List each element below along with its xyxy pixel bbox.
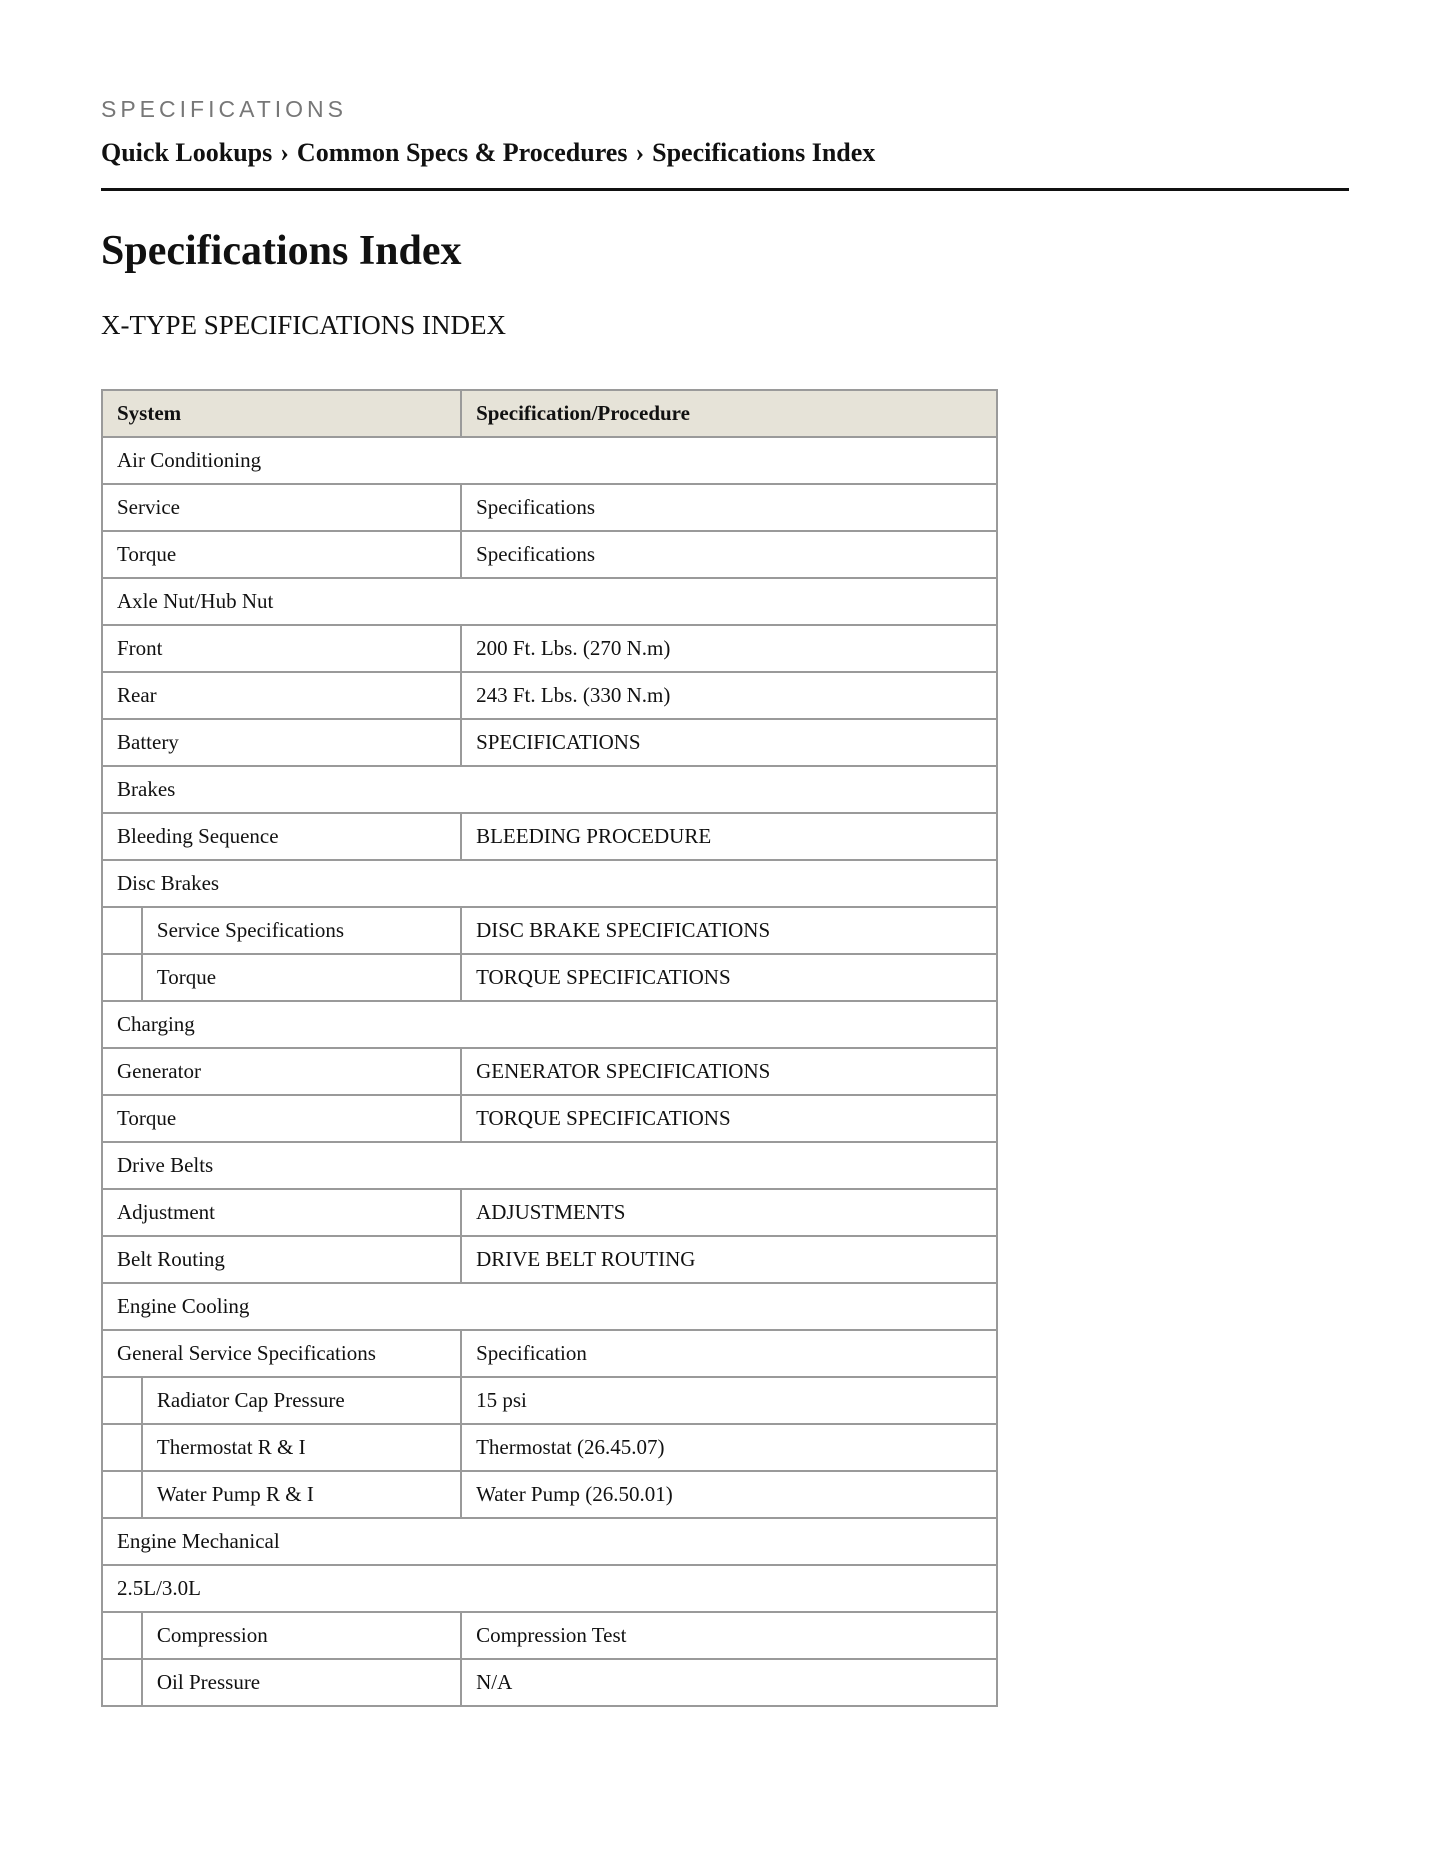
row-value-link[interactable]: Water Pump (26.50.01) [461,1471,997,1518]
table-subsection-row [102,1565,997,1612]
row-value-link[interactable]: ADJUSTMENTS [461,1189,997,1236]
row-value: N/A [461,1659,997,1706]
section-label: Brakes [102,766,997,813]
row-label: General Service Specifications [102,1330,461,1377]
table-row [102,1659,997,1706]
row-label: Belt Routing [102,1236,461,1283]
row-label: Compression [142,1612,461,1659]
subsection-label: Disc Brakes [102,860,997,907]
table-row [102,531,997,578]
column-header-specification: Specification/Procedure [461,390,997,437]
table-section-row [102,1001,997,1048]
row-label: Torque [102,1095,461,1142]
subsection-label: 2.5L/3.0L [102,1565,997,1612]
table-section-row [102,1283,997,1330]
table-row [102,1189,997,1236]
breadcrumb [101,138,875,168]
section-label: Engine Mechanical [102,1518,997,1565]
row-value-link[interactable]: Compression Test [461,1612,997,1659]
row-value-link[interactable]: TORQUE SPECIFICATIONS [461,954,997,1001]
row-value: 243 Ft. Lbs. (330 N.m) [461,672,997,719]
row-value-link[interactable]: Specification [461,1330,997,1377]
indent-cell [102,907,142,954]
table-section-row [102,1518,997,1565]
row-label: Battery [102,719,461,766]
specifications-table [101,389,998,1707]
breadcrumb-item-common-specs[interactable]: Common Specs & Procedures [296,138,628,167]
table-row [102,813,997,860]
section-label: Charging [102,1001,997,1048]
row-label: Radiator Cap Pressure [142,1377,461,1424]
breadcrumb-item-quick-lookups[interactable]: Quick Lookups [101,138,273,167]
row-value: 15 psi [461,1377,997,1424]
row-value-link[interactable]: DISC BRAKE SPECIFICATIONS [461,907,997,954]
row-value-link[interactable]: Thermostat (26.45.07) [461,1424,997,1471]
table-section-row [102,766,997,813]
header-divider [101,188,1349,191]
table-row [102,1377,997,1424]
row-label: Thermostat R & I [142,1424,461,1471]
row-label: Water Pump R & I [142,1471,461,1518]
table-row [102,1330,997,1377]
table-row [102,1471,997,1518]
table-row [102,1095,997,1142]
column-header-system: System [102,390,461,437]
table-row [102,1612,997,1659]
row-value-link[interactable]: SPECIFICATIONS [461,719,997,766]
table-row [102,672,997,719]
indent-cell [102,1377,142,1424]
row-label: Generator [102,1048,461,1095]
table-row [102,1048,997,1095]
row-label: Rear [102,672,461,719]
table-row [102,1236,997,1283]
table-section-row [102,578,997,625]
table-row [102,625,997,672]
indent-cell [102,1659,142,1706]
row-value-link[interactable]: DRIVE BELT ROUTING [461,1236,997,1283]
row-value-link[interactable]: Specifications [461,531,997,578]
row-value-link[interactable]: GENERATOR SPECIFICATIONS [461,1048,997,1095]
section-label: Axle Nut/Hub Nut [102,578,997,625]
row-label: Bleeding Sequence [102,813,461,860]
row-label: Torque [102,531,461,578]
page-title: Specifications Index [101,228,462,274]
breadcrumb-separator: › [635,138,645,167]
row-label: Torque [142,954,461,1001]
indent-cell [102,1424,142,1471]
table-subsection-row [102,860,997,907]
page-subtitle: X-TYPE SPECIFICATIONS INDEX [101,310,507,340]
row-label: Oil Pressure [142,1659,461,1706]
section-label: Air Conditioning [102,437,997,484]
section-eyebrow: SPECIFICATIONS [101,96,347,122]
section-label: Drive Belts [102,1142,997,1189]
table-header-row [102,390,997,437]
row-label: Service Specifications [142,907,461,954]
table-row [102,719,997,766]
table-row [102,907,997,954]
row-label: Service [102,484,461,531]
row-value-link[interactable]: TORQUE SPECIFICATIONS [461,1095,997,1142]
table-row [102,1424,997,1471]
row-value-link[interactable]: BLEEDING PROCEDURE [461,813,997,860]
indent-cell [102,1612,142,1659]
table-row [102,954,997,1001]
breadcrumb-item-current: Specifications Index [652,138,876,167]
breadcrumb-separator: › [280,138,289,167]
row-label: Front [102,625,461,672]
table-section-row [102,1142,997,1189]
row-label: Adjustment [102,1189,461,1236]
indent-cell [102,1471,142,1518]
table-row [102,484,997,531]
table-section-row [102,437,997,484]
indent-cell [102,954,142,1001]
row-value-link[interactable]: Specifications [461,484,997,531]
row-value: 200 Ft. Lbs. (270 N.m) [461,625,997,672]
section-label: Engine Cooling [102,1283,997,1330]
